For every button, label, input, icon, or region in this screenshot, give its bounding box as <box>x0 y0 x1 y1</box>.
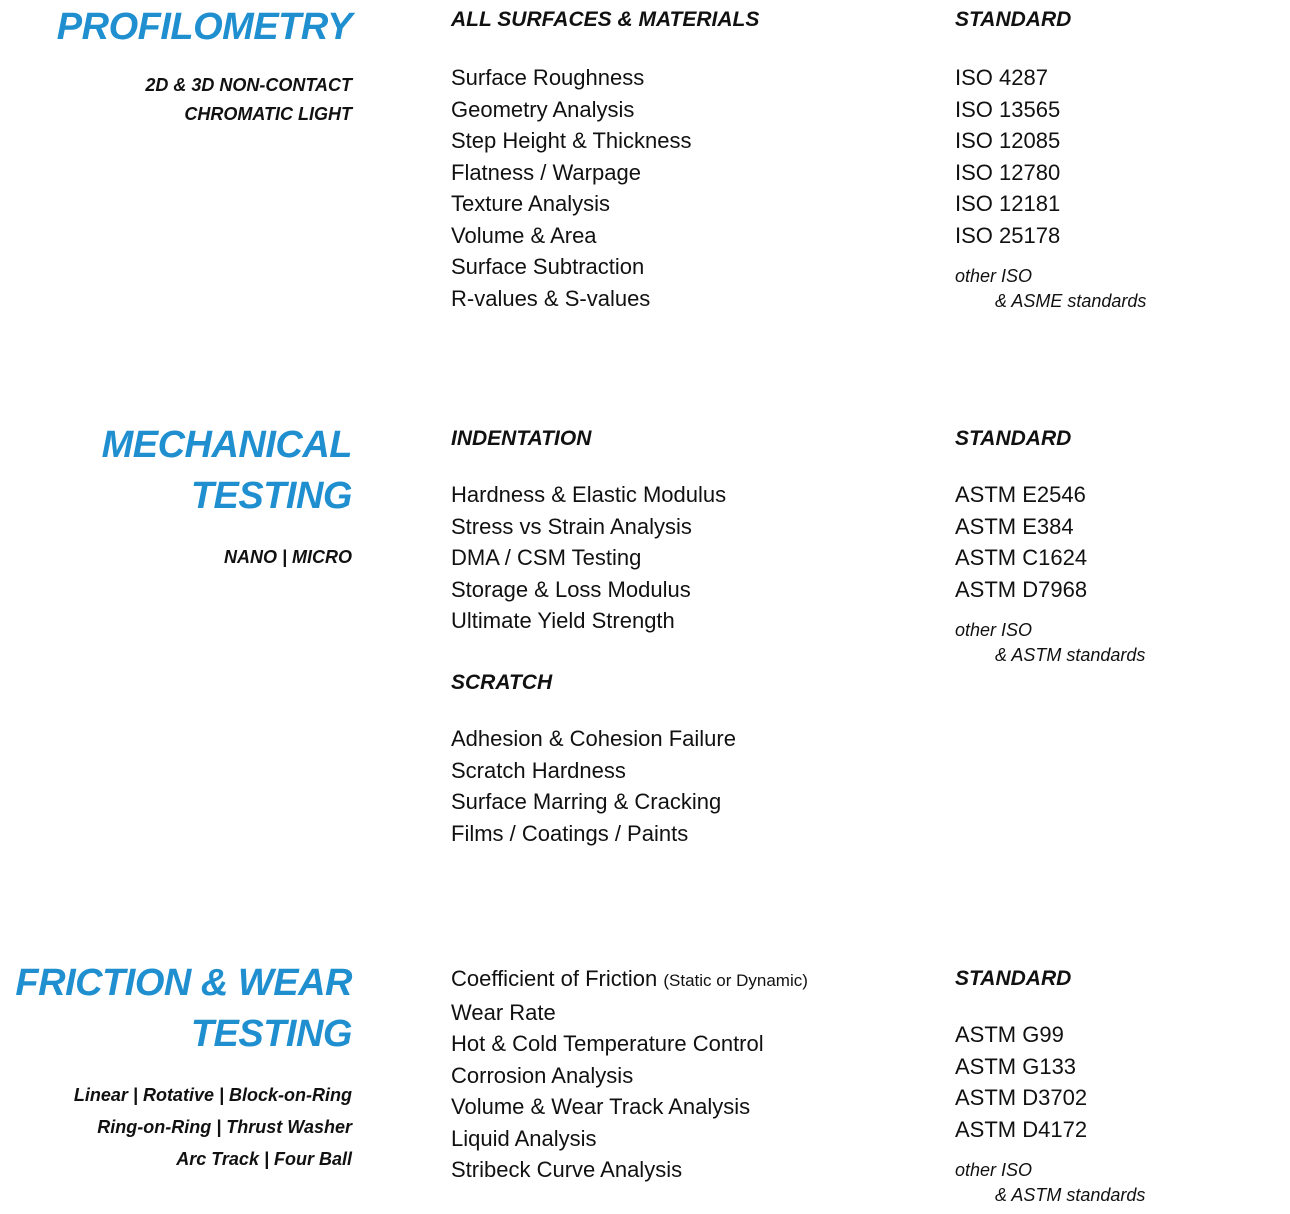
title-line: FRICTION & WEAR <box>15 962 352 1004</box>
standards-note <box>955 618 1145 668</box>
section-title <box>102 420 352 522</box>
subtitle-line: Arc Track | Four Ball <box>176 1149 352 1169</box>
title-line: TESTING <box>190 475 352 517</box>
section-title <box>15 958 352 1060</box>
list-item: Wear Rate <box>451 999 556 1025</box>
list-item: Hot & Cold Temperature Control <box>451 1031 764 1056</box>
capability-list <box>451 963 808 1186</box>
subtitle-line: NANO | MICRO <box>223 547 352 567</box>
subtitle-line: Ring-on-Ring | Thrust Washer <box>97 1117 352 1137</box>
list-item: Adhesion & Cohesion Failure <box>451 726 736 751</box>
capability-list <box>451 62 692 314</box>
list-item: Corrosion Analysis <box>451 1062 634 1088</box>
list-item-suffix: (Static or Dynamic) <box>663 971 808 990</box>
standard-item: ISO 25178 <box>955 222 1061 248</box>
title-line: MECHANICAL <box>101 424 352 466</box>
list-item: Storage & Loss Modulus <box>451 576 691 602</box>
standard-item: ISO 13565 <box>955 96 1061 122</box>
standard-item: ASTM G133 <box>955 1053 1077 1079</box>
standard-item: ASTM D4172 <box>955 1116 1088 1142</box>
standards-note <box>955 1158 1145 1208</box>
standards-list <box>955 1019 1087 1145</box>
subtitle-line: CHROMATIC LIGHT <box>184 104 352 124</box>
note-line: other ISO <box>955 1160 1033 1180</box>
section-title: PROFILOMETRY <box>56 6 352 48</box>
section-subtitle <box>145 71 352 129</box>
list-item: Volume & Wear Track Analysis <box>451 1094 751 1119</box>
section-subtitle <box>74 1079 352 1175</box>
group-heading: SCRATCH <box>451 671 553 694</box>
subtitle-line: 2D & 3D NON-CONTACT <box>145 75 352 95</box>
list-item: Stribeck Curve Analysis <box>451 1157 683 1182</box>
group-heading: INDENTATION <box>451 427 592 450</box>
standards-note <box>955 264 1146 314</box>
list-item: Flatness / Warpage <box>451 159 641 185</box>
list-item: Liquid Analysis <box>451 1125 597 1151</box>
list-item <box>451 963 808 997</box>
standard-item: ASTM C1624 <box>955 545 1088 570</box>
note-line: other ISO <box>955 620 1033 640</box>
list-item: Surface Roughness <box>451 65 645 90</box>
list-item: Hardness & Elastic Modulus <box>451 482 727 507</box>
capability-list <box>451 479 726 637</box>
list-item: Stress vs Strain Analysis <box>451 513 692 539</box>
list-item: Ultimate Yield Strength <box>451 608 675 633</box>
list-item: Surface Subtraction <box>451 254 645 279</box>
capability-list <box>451 723 736 849</box>
standard-item: ISO 12085 <box>955 128 1061 153</box>
standards-heading: STANDARD <box>955 427 1072 450</box>
note-line: & ASTM standards <box>995 645 1146 665</box>
note-line: & ASME standards <box>995 291 1147 311</box>
subtitle-line: Linear | Rotative | Block-on-Ring <box>73 1085 352 1105</box>
list-item: Step Height & Thickness <box>451 128 692 153</box>
standard-item: ASTM D3702 <box>955 1085 1088 1110</box>
standard-item: ISO 4287 <box>955 65 1048 90</box>
standards-list <box>955 62 1060 251</box>
standard-item: ASTM E384 <box>955 513 1074 539</box>
standard-item: ASTM E2546 <box>955 482 1086 507</box>
list-item: R-values & S-values <box>451 285 651 311</box>
list-item-main: Coefficient of Friction <box>451 966 658 991</box>
standard-item: ASTM G99 <box>955 1022 1064 1047</box>
list-item: Surface Marring & Cracking <box>451 789 722 814</box>
note-line: & ASTM standards <box>995 1185 1146 1205</box>
standards-heading: STANDARD <box>955 8 1072 31</box>
title-line: TESTING <box>190 1013 352 1055</box>
group-heading: ALL SURFACES & MATERIALS <box>451 8 760 31</box>
list-item: DMA / CSM Testing <box>451 545 642 570</box>
section-subtitle <box>224 543 352 572</box>
standard-item: ISO 12181 <box>955 191 1061 216</box>
list-item: Geometry Analysis <box>451 96 635 122</box>
note-line: other ISO <box>955 266 1033 286</box>
standards-list <box>955 479 1087 605</box>
standards-heading: STANDARD <box>955 967 1072 990</box>
list-item: Scratch Hardness <box>451 757 626 783</box>
list-item: Texture Analysis <box>451 191 610 216</box>
standard-item: ISO 12780 <box>955 159 1061 185</box>
standard-item: ASTM D7968 <box>955 576 1088 602</box>
list-item: Volume & Area <box>451 222 597 248</box>
list-item: Films / Coatings / Paints <box>451 820 689 846</box>
